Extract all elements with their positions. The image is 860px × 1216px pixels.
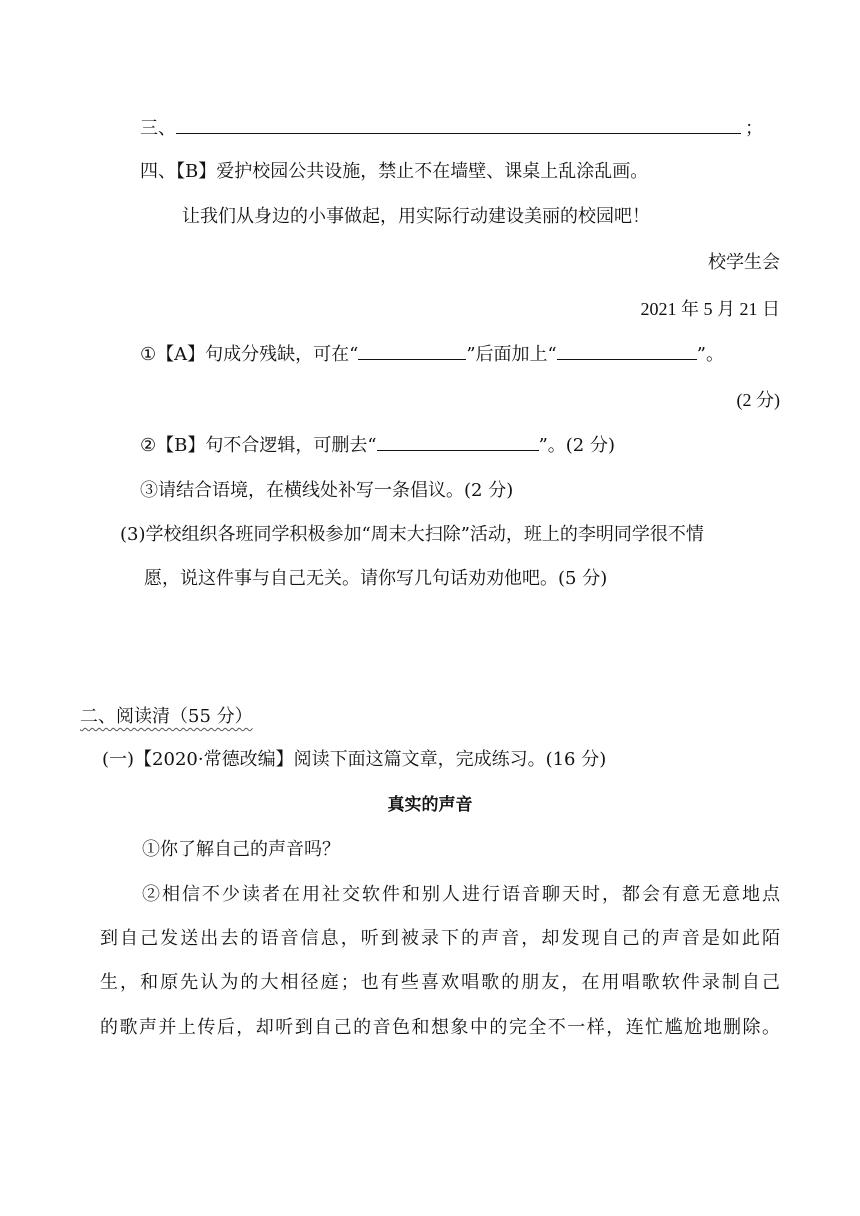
item-three-blank[interactable]	[176, 115, 741, 134]
item-four-line	[140, 159, 648, 185]
reading-section-title-text: 二、阅读清（55 分）	[80, 706, 253, 727]
question-1-part2: ”后面加上“	[466, 344, 557, 365]
item-three-end: ；	[745, 118, 763, 139]
question-1-part3: ”。	[696, 344, 724, 365]
paragraph-2-line-1: ②相信不少读者在用社交软件和别人进行语音聊天时，都会有意无意地点	[142, 884, 780, 905]
question-3: ③请结合语境，在横线处补写一条倡议。(2 分)	[140, 480, 514, 501]
question-1-blank-b[interactable]	[557, 341, 697, 360]
item-four-label: 四、	[140, 161, 176, 182]
question-2-line	[140, 432, 615, 459]
question-1-part1: ①【A】句成分残缺，可在“	[140, 344, 359, 365]
question-4-line1: (3)学校组织各班同学积极参加“周末大扫除”活动，班上的李明同学很不情	[120, 524, 704, 545]
question-1-score: (2 分)	[736, 390, 780, 410]
question-2-part2: ”。(2 分)	[538, 435, 615, 456]
paragraph-2-line-4: 的歌声并上传后，却听到自己的音色和想象中的完全不一样，连忙尴尬地删除。	[100, 1017, 780, 1038]
question-2-part1: ②【B】句不合逻辑，可删去“	[140, 435, 377, 456]
question-1-blank-a[interactable]	[358, 341, 466, 360]
paragraph-2-line-2: 到自己发送出去的语音信息，听到被录下的声音，却发现自己的声音是如此陌	[100, 928, 780, 949]
item-three-line	[140, 115, 763, 142]
reading-section-title	[80, 704, 253, 730]
item-three-label: 三、	[140, 118, 176, 139]
question-1-line	[140, 341, 724, 368]
article-title: 真实的声音	[387, 795, 473, 815]
closing-text: 让我们从身边的小事做起，用实际行动建设美丽的校园吧！	[182, 206, 650, 227]
item-four-text: 【B】爱护校园公共设施，禁止不在墙壁、课桌上乱涂乱画。	[176, 161, 649, 182]
question-4-line2: 愿，说这件事与自己无关。请你写几句话劝劝他吧。(5 分)	[144, 568, 608, 589]
signature: 校学生会	[708, 252, 780, 273]
reading-subsection: (一)【2020·常德改编】阅读下面这篇文章，完成练习。(16 分)	[102, 749, 607, 770]
paragraph-1: ①你了解自己的声音吗？	[142, 839, 340, 860]
date: 2021 年 5 月 21 日	[640, 299, 780, 319]
paragraph-2-line-3: 生，和原先认为的大相径庭；也有些喜欢唱歌的朋友，在用唱歌软件录制自己	[100, 972, 780, 993]
question-2-blank[interactable]	[377, 432, 539, 451]
